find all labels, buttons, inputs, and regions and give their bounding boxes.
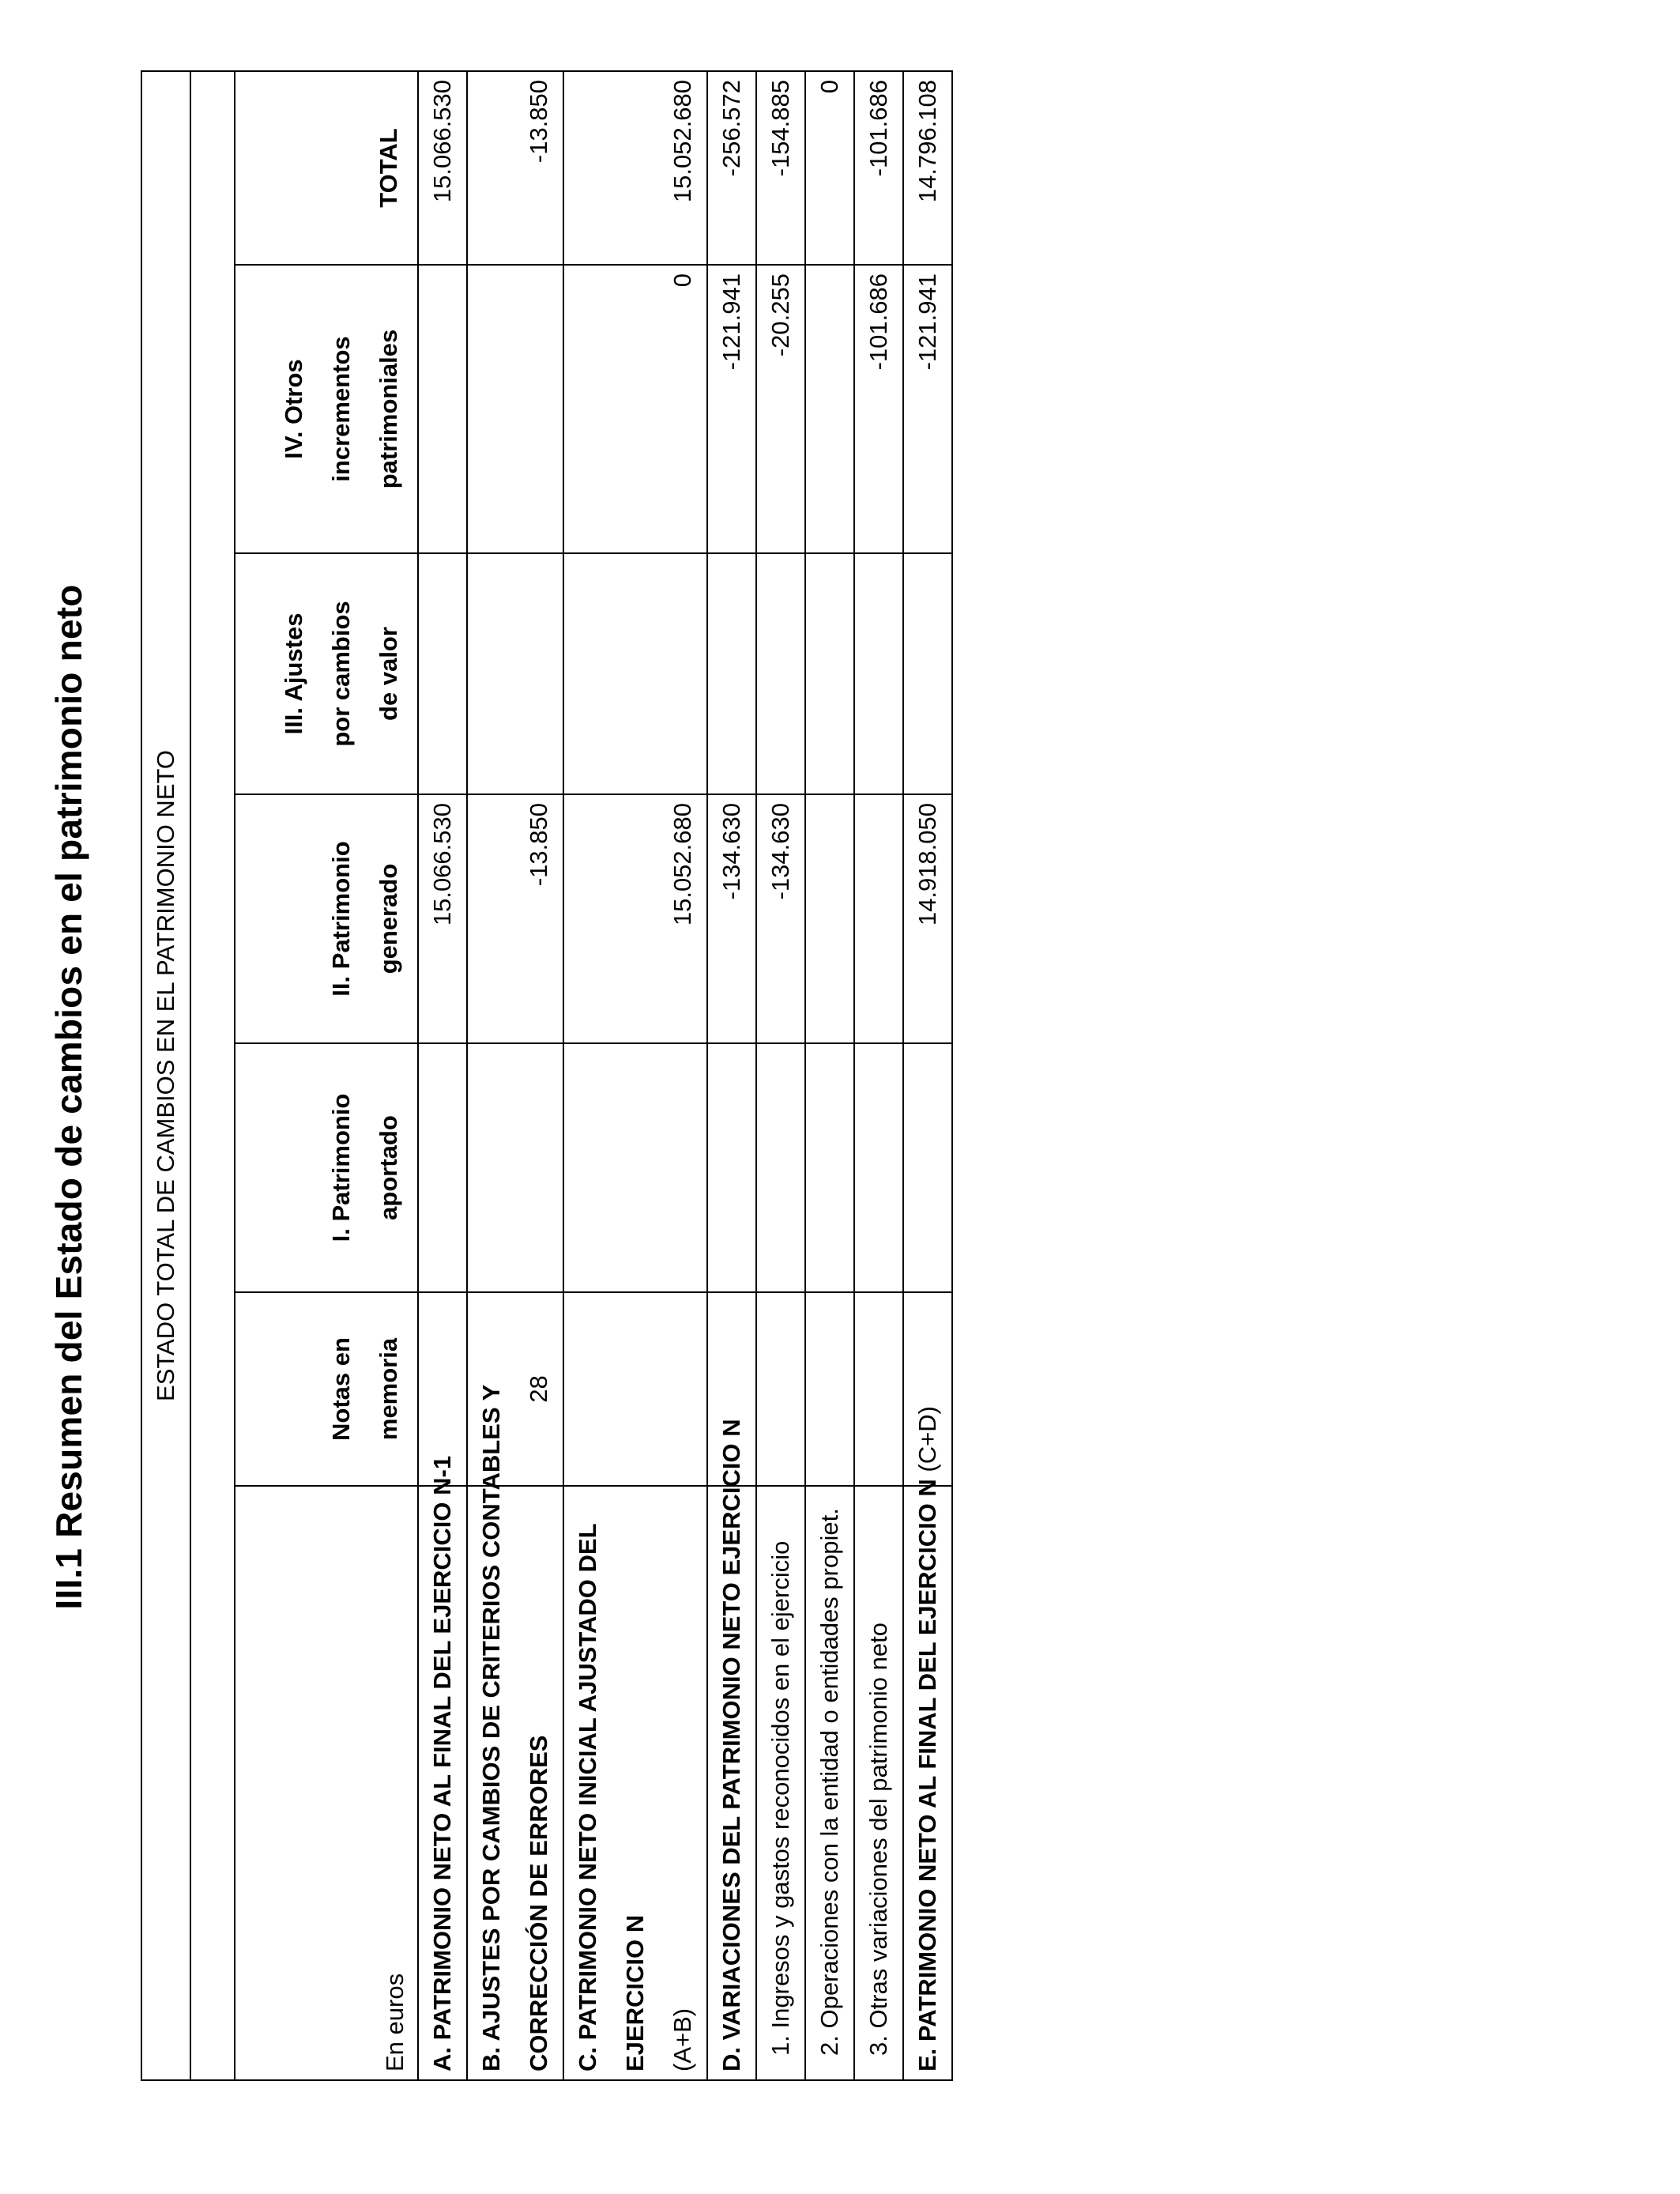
cell-aportado xyxy=(854,1043,903,1292)
cell-notas xyxy=(756,1292,805,1486)
cell-total: 15.052.680 xyxy=(563,71,707,265)
cell-generado: -134.630 xyxy=(756,794,805,1043)
row-label: D. VARIACIONES DEL PATRIMONIO NETO EJERCICIO N xyxy=(707,1486,756,2080)
cell-ajustes xyxy=(418,553,467,794)
cell-aportado xyxy=(467,1043,563,1292)
cell-ajustes xyxy=(707,553,756,794)
equity-changes-table xyxy=(141,70,953,2081)
cell-total: -256.572 xyxy=(707,71,756,265)
cell-aportado xyxy=(805,1043,854,1292)
cell-ajustes xyxy=(756,553,805,794)
cell-ajustes xyxy=(563,553,707,794)
cell-generado xyxy=(805,794,854,1043)
cell-aportado xyxy=(756,1043,805,1292)
cell-aportado xyxy=(903,1043,952,1292)
cell-generado: -134.630 xyxy=(707,794,756,1043)
table-row xyxy=(467,71,563,2080)
cell-generado xyxy=(854,794,903,1043)
cell-otros: -121.941 xyxy=(903,265,952,553)
cell-ajustes xyxy=(467,553,563,794)
col-header-generado: II. Patrimonio generado xyxy=(235,794,418,1043)
cell-aportado xyxy=(418,1043,467,1292)
cell-otros xyxy=(467,265,563,553)
cell-total: 15.066.530 xyxy=(418,71,467,265)
cell-generado: 15.052.680 xyxy=(563,794,707,1043)
cell-otros xyxy=(805,265,854,553)
cell-aportado xyxy=(707,1043,756,1292)
table-row xyxy=(854,71,903,2080)
col-header-otros: IV. Otros incrementos patrimoniales xyxy=(235,265,418,553)
row-label: 3. Otras variaciones del patrimonio neto xyxy=(854,1486,903,2080)
cell-otros xyxy=(418,265,467,553)
cell-total: -154.885 xyxy=(756,71,805,265)
row-label: B. AJUSTES POR CAMBIOS DE CRITERIOS CONTABLES Y CORRECCIÓN DE ERRORES xyxy=(467,1486,563,2080)
table-row xyxy=(903,71,952,2080)
document-title: III.1 Resumen del Estado de cambios en el patrimonio neto xyxy=(48,584,89,1610)
col-header-aportado: I. Patrimonio aportado xyxy=(235,1043,418,1292)
cell-otros: 0 xyxy=(563,265,707,553)
row-label: A. PATRIMONIO NETO AL FINAL DEL EJERCICIO N-1 xyxy=(418,1486,467,2080)
table-row xyxy=(563,71,707,2080)
cell-total: -101.686 xyxy=(854,71,903,265)
cell-ajustes xyxy=(903,553,952,794)
row-label: E. PATRIMONIO NETO AL FINAL DEL EJERCICIO N (C+D) xyxy=(903,1486,952,2080)
blank-row xyxy=(190,71,235,2080)
cell-total: 14.796.108 xyxy=(903,71,952,265)
cell-total: -13.850 xyxy=(467,71,563,265)
cell-generado: 15.066.530 xyxy=(418,794,467,1043)
cell-notas xyxy=(805,1292,854,1486)
table-row xyxy=(418,71,467,2080)
table-row xyxy=(707,71,756,2080)
cell-otros: -121.941 xyxy=(707,265,756,553)
cell-generado: 14.918.050 xyxy=(903,794,952,1043)
cell-aportado xyxy=(563,1043,707,1292)
row-label: 1. Ingresos y gastos reconocidos en el ejercicio xyxy=(756,1486,805,2080)
cell-notas xyxy=(854,1292,903,1486)
cell-total: 0 xyxy=(805,71,854,265)
cell-notas: 28 xyxy=(467,1292,563,1486)
row-label: C. PATRIMONIO NETO INICIAL AJUSTADO DEL EJERCICIO N (A+B) xyxy=(563,1486,707,2080)
row-label: 2. Operaciones con la entidad o entidades propiet. xyxy=(805,1486,854,2080)
cell-ajustes xyxy=(805,553,854,794)
col-header-ajustes: III. Ajustes por cambios de valor xyxy=(235,553,418,794)
table-row xyxy=(756,71,805,2080)
cell-generado: -13.850 xyxy=(467,794,563,1043)
table-banner: ESTADO TOTAL DE CAMBIOS EN EL PATRIMONIO NETO xyxy=(141,71,190,2080)
col-header-total: TOTAL xyxy=(235,71,418,265)
col-header-notas: Notas en memoria xyxy=(235,1292,418,1486)
cell-ajustes xyxy=(854,553,903,794)
cell-otros: -101.686 xyxy=(854,265,903,553)
cell-otros: -20.255 xyxy=(756,265,805,553)
unit-label: En euros xyxy=(235,1486,418,2080)
table-row xyxy=(805,71,854,2080)
cell-notas xyxy=(563,1292,707,1486)
